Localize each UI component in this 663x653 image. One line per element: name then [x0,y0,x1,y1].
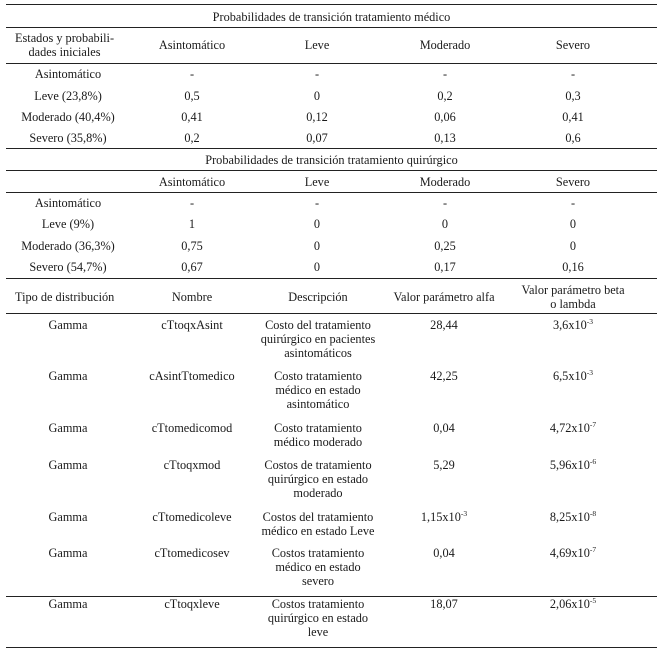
alfa-cell [433,421,455,435]
rule-bottom [6,647,657,648]
cell-value: 0 [441,217,449,231]
col-header: Asintomático [158,175,226,189]
alfa-base: 42,25 [430,369,458,383]
descripcion-line: moderado [293,486,343,500]
row-label: Asintomático [34,196,102,210]
descripcion-cell [240,318,396,360]
alfa-cell [433,458,455,472]
tipo-cell: Gamma [48,458,88,472]
col-header: Moderado [419,175,471,189]
cell-value: 0 [569,239,577,253]
beta-base: 2,06x10 [549,597,590,611]
tipo-cell: Gamma [48,597,88,611]
cell-value: 1 [188,217,196,231]
cell-value: 0,2 [184,131,200,145]
row-label: Severo (35,8%) [29,131,107,145]
cell-value: - [442,196,448,210]
cell-value: 0,3 [565,89,581,103]
descripcion-line: Costos tratamiento [271,546,365,560]
cell-value: 0 [313,239,321,253]
descripcion-cell [240,369,396,411]
cell-value: 0,75 [181,239,203,253]
col-header-descripcion: Descripción [288,290,348,304]
col-header-beta [521,283,624,311]
header-line: o lambda [550,297,596,311]
beta-exponent: -3 [586,317,594,326]
descripcion-line: Costo tratamiento [274,421,362,435]
rule [6,596,657,597]
cell-value: - [314,196,320,210]
cell-value: 0,12 [306,110,328,124]
descripcion-cell [240,458,396,500]
beta-cell [550,510,596,524]
descripcion-line: médico en estado [275,383,361,397]
descripcion-line: Costos tratamiento [271,597,365,611]
cell-value: - [189,196,195,210]
descripcion-line: Costos de tratamiento [264,458,372,472]
cell-value: 0,6 [565,131,581,145]
col-header-tipo: Tipo de distribución [15,290,115,304]
descripcion-line: médico en estado Leve [261,524,375,538]
alfa-base: 0,04 [433,421,455,435]
descripcion-line: médico en estado [275,560,361,574]
descripcion-line: asintomáticos [284,346,352,360]
nombre-cell: cTtoqxleve [164,597,220,611]
beta-exponent: -6 [589,457,597,466]
rule [6,278,657,279]
alfa-cell [430,597,458,611]
beta-base: 4,69x10 [549,546,590,560]
col-header: Severo [555,175,591,189]
descripcion-cell [240,510,396,538]
descripcion-line: asintomático [286,397,350,411]
alfa-base: 18,07 [430,597,458,611]
cell-value: 0,41 [562,110,584,124]
col-header: Severo [555,38,591,52]
alfa-base: 1,15x10 [420,510,461,524]
descripcion-line: Costo tratamiento [274,369,362,383]
header-line: Valor parámetro beta [521,283,625,297]
beta-base: 5,96x10 [549,458,590,472]
rule-top [6,4,657,5]
rule [6,192,657,193]
descripcion-line: Costo del tratamiento [265,318,371,332]
cell-value: - [570,67,576,81]
col-header-nombre: Nombre [171,290,213,304]
row-label: Leve (23,8%) [34,89,102,103]
cell-value: 0,07 [306,131,328,145]
header-line: Estados y probabili- [15,31,115,45]
descripcion-line: quirúrgico en estado [267,611,369,625]
tipo-cell: Gamma [48,510,88,524]
nombre-cell: cTtoqxmod [163,458,221,472]
beta-base: 4,72x10 [549,421,590,435]
beta-exponent: -5 [589,596,597,605]
cell-value: 0,5 [184,89,200,103]
descripcion-line: leve [307,625,329,639]
tipo-cell: Gamma [48,318,88,332]
cell-value: 0,25 [434,239,456,253]
col-header: Leve [304,38,330,52]
descripcion-line: quirúrgico en estado [267,472,369,486]
descripcion-line: quirúrgico en pacientes [260,332,376,346]
descripcion-line: severo [301,574,335,588]
tipo-cell: Gamma [48,546,88,560]
cell-value: - [189,67,195,81]
section1-title: Probabilidades de transición tratamiento médico [212,10,451,24]
descripcion-line: Costos del tratamiento [262,510,374,524]
beta-exponent: -3 [586,368,594,377]
beta-cell [550,458,596,472]
beta-base: 3,6x10 [552,318,587,332]
beta-exponent: -7 [589,545,597,554]
cell-value: 0,2 [437,89,453,103]
alfa-base: 28,44 [430,318,458,332]
cell-value: 0 [313,260,321,274]
beta-cell [553,369,593,383]
nombre-cell: cAsintTtomedico [149,369,235,383]
cell-value: - [570,196,576,210]
beta-cell [553,318,593,332]
cell-value: 0,67 [181,260,203,274]
rule [6,63,657,64]
descripcion-cell [240,546,396,588]
row-label: Asintomático [34,67,102,81]
col-header: Asintomático [158,38,226,52]
section2-title: Probabilidades de transición tratamiento quirúrgico [205,153,458,167]
nombre-cell: cTtomedicosev [154,546,230,560]
cell-value: 0,17 [434,260,456,274]
row-label: Moderado (36,3%) [21,239,115,253]
rule [6,148,657,149]
row-label: Leve (9%) [41,217,95,231]
beta-exponent: -7 [589,420,597,429]
cell-value: - [314,67,320,81]
alfa-cell [421,510,467,524]
header-line: dades iniciales [28,45,101,59]
col-header-alfa: Valor parámetro alfa [393,290,495,304]
rule [6,27,657,28]
tipo-cell: Gamma [48,369,88,383]
alfa-cell [430,318,458,332]
beta-cell [550,421,596,435]
row-label: Moderado (40,4%) [21,110,115,124]
beta-base: 6,5x10 [552,369,587,383]
cell-value: 0,16 [562,260,584,274]
col-header: Moderado [419,38,471,52]
beta-exponent: -8 [589,509,597,518]
rule [6,313,657,314]
col-header: Leve [304,175,330,189]
alfa-cell [433,546,455,560]
nombre-cell: cTtomedicomod [151,421,233,435]
beta-base: 8,25x10 [549,510,590,524]
cell-value: 0,13 [434,131,456,145]
cell-value: 0,06 [434,110,456,124]
cell-value: 0 [313,217,321,231]
descripcion-line: médico moderado [273,435,363,449]
tipo-cell: Gamma [48,421,88,435]
alfa-exponent: -3 [460,509,468,518]
descripcion-cell [240,597,396,639]
cell-value: 0 [313,89,321,103]
cell-value: 0,41 [181,110,203,124]
descripcion-cell [240,421,396,449]
cell-value: 0 [569,217,577,231]
alfa-base: 5,29 [433,458,455,472]
nombre-cell: cTtomedicoleve [152,510,232,524]
alfa-base: 0,04 [433,546,455,560]
row-label: Severo (54,7%) [29,260,107,274]
cell-value: - [442,67,448,81]
section1-row-header [15,31,114,59]
rule [6,170,657,171]
beta-cell [550,597,596,611]
nombre-cell: cTtoqxAsint [161,318,223,332]
alfa-cell [430,369,458,383]
beta-cell [550,546,596,560]
